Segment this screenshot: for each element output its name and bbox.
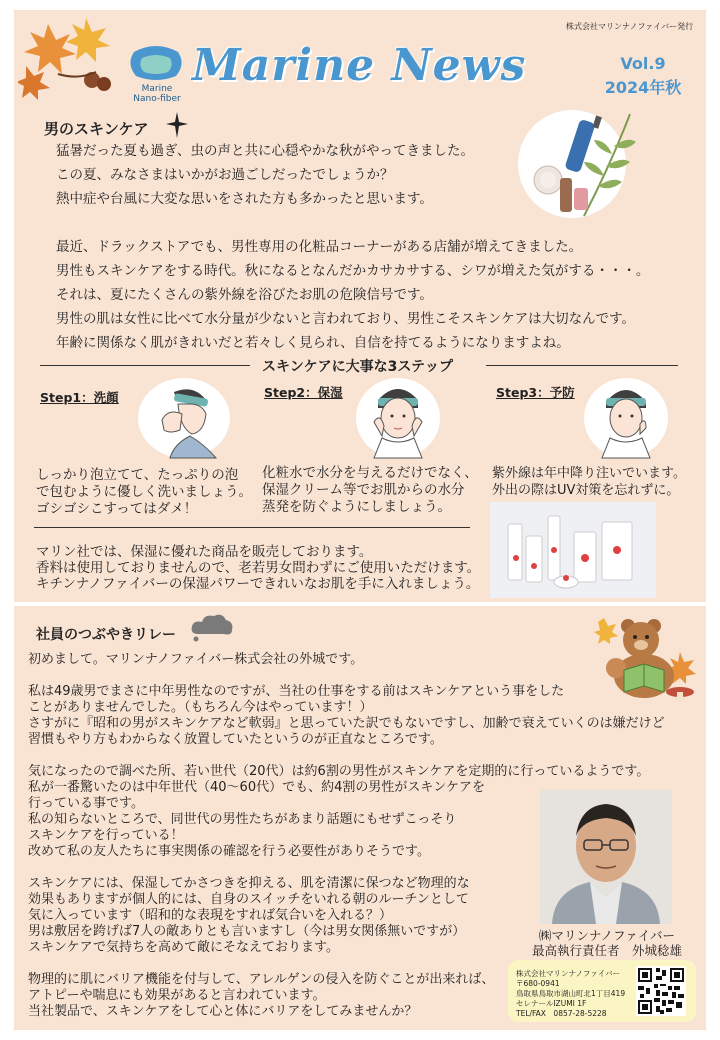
issue-season: 2024年秋 [604, 78, 682, 97]
step2-text [262, 465, 478, 516]
body-line: 男性もスキンケアをする時代。秋になるとなんだかカサカサする、シワが増えた気がする・・・。 [56, 263, 650, 279]
body-paragraph [56, 239, 649, 351]
body-line: それは、夏にたくさんの紫外線を浴びたお肌の危険信号です。 [56, 287, 433, 303]
publisher: 株式会社マリンナノファイバー発行 [566, 22, 694, 31]
divider [486, 365, 678, 366]
step-text-line: ゴシゴシこすってはダメ！ [36, 501, 198, 517]
logo-line2: Nano-fiber [133, 94, 181, 104]
step1-label: Step1：洗顔 [40, 390, 119, 405]
essay-line: 私の知らないところで、同世代の男性たちがあまり話題にもせずこっそり [28, 812, 457, 827]
face-wash-icon [134, 374, 234, 460]
sparkle-icon [166, 112, 188, 138]
step1-text [36, 467, 252, 518]
essay-line: 気になったので調べた所、若い世代（20代）は約6割の男性がスキンケアを定期的に行っているようです。 [28, 764, 650, 779]
step3-label: Step3：予防 [496, 385, 575, 400]
step-text-line: で包むように優しく洗いましょう。 [36, 484, 252, 500]
step-text-line: 保湿クリーム等でお肌からの水分 [262, 482, 465, 498]
logo-drop-icon [128, 44, 184, 82]
intro-line: 熱中症や台風に大変な思いをされた方も多かったと思います。 [56, 191, 433, 207]
body-line: 男性の肌は女性に比べて水分量が少ないと言われており、男性こそスキンケアは大切なんです。 [56, 311, 636, 327]
divider [34, 527, 470, 528]
logo-line1: Marine [141, 84, 173, 94]
contact-line: TEL/FAX 0857-28-5228 [516, 1009, 607, 1018]
essay-line: スキンケアで気持ちを高めて敵にそなえております。 [28, 940, 339, 955]
essay-line: 私は49歳男でまさに中年男性なのですが、当社の仕事をする前はスキンケアという事をした [28, 684, 565, 699]
essay-line [28, 956, 494, 972]
contact-line: 〒680-0941 [516, 979, 560, 988]
staff-essay-top [28, 652, 665, 780]
essay-line: 私が一番驚いたのは中年世代（40～60代）でも、約4割の男性がスキンケアを [28, 780, 485, 795]
contact-line: 鳥取県鳥取市湖山町北1丁目419 [516, 989, 626, 998]
section-title-skincare: 男のスキンケア [44, 120, 149, 138]
cosmetics-icon [514, 106, 638, 222]
issue-badge [598, 54, 688, 98]
step-text-line: 外出の際はUV対策を忘れずに。 [492, 483, 680, 498]
essay-line: 気に入っています（昭和的な表現をすれば気合いを入れる？） [28, 908, 393, 923]
essay-line [28, 668, 665, 684]
step-text-line: しっかり泡立てて、たっぷりの泡 [36, 467, 239, 483]
logo-text [126, 84, 188, 104]
essay-line: 効果もありますが個人的には、自身のスイッチをいれる朝のルーチンとして [28, 892, 469, 907]
step2-label: Step2：保湿 [264, 385, 343, 400]
intro-line: 猛暑だった夏も過ぎ、虫の声と共に心穏やかな秋がやってきました。 [56, 143, 474, 159]
step3-text [492, 465, 686, 499]
autumn-leaves-icon [18, 14, 122, 106]
steps-heading: スキンケアに大事な3ステップ [262, 359, 454, 375]
promo-line: キチンナノファイバーの保湿パワーできれいなお肌を手に入れましょう。 [36, 576, 480, 592]
essay-line: 物理的に肌にバリア機能を付与して、アレルゲンの侵入を防ぐことが出来れば、 [28, 972, 495, 987]
cloud-icon [190, 612, 234, 642]
contact-line: 株式会社マリンナノファイバー [516, 969, 621, 978]
essay-line: 改めて私の友人たちに事実関係の確認を行う必要性がありそうです。 [28, 844, 430, 859]
staff-company: ㈱マリンナノファイバー [538, 928, 676, 943]
step-text-line: 紫外線は年中降り注いでいます。 [492, 466, 686, 481]
essay-line: 習慣もやり方もわからなく放置していたというのが正直なところです。 [28, 732, 443, 747]
step-text-line: 化粧水で水分を与えるだけでなく、 [262, 465, 478, 481]
essay-line [28, 748, 665, 764]
section-title-staff-relay: 社員のつぶやきリレー [36, 627, 176, 643]
uv-protect-icon [580, 374, 672, 460]
essay-line: 行っている事です。 [28, 796, 144, 811]
intro-line: この夏、みなさまはいかがお過ごしだったでしょうか？ [56, 167, 394, 183]
essay-line: スキンケアには、保湿してかさつきを抑える、肌を清潔に保つなど物理的な [28, 876, 470, 891]
product-photo [490, 502, 656, 598]
promo-line: 香料は使用しておりませんので、老若男女問わずにご使用いただけます。 [36, 560, 481, 576]
divider [40, 365, 250, 366]
intro-paragraph [56, 143, 474, 207]
page-title: Marine News [192, 40, 527, 91]
essay-line: スキンケアを行っている！ [28, 828, 184, 843]
body-line: 最近、ドラックストアでも、男性専用の化粧品コーナーがある店舗が増えてきました。 [56, 239, 583, 255]
promo-line: マリン社では、保湿に優れた商品を販売しております。 [36, 544, 373, 560]
essay-line: ことがありませんでした。（もちろん今はやっています！） [28, 700, 373, 715]
contact-info [516, 969, 625, 1019]
essay-line: さすがに『昭和の男がスキンケアなど軟弱』と思っていた訳でもないですし、加齢で衰えていくのは嫌だけど [28, 716, 665, 731]
staff-role: 最高執行責任者 外城稔雄 [531, 943, 682, 958]
qr-code-icon [636, 966, 686, 1016]
staff-photo [540, 790, 672, 924]
essay-line [28, 860, 494, 876]
issue-vol: Vol.9 [620, 54, 666, 73]
step-text-line: 蒸発を防ぐようにしましょう。 [262, 499, 451, 515]
promo-text [36, 544, 480, 592]
contact-line: セレナールIZUMI 1F [516, 999, 587, 1008]
essay-line: 当社製品で、スキンケアをして心と体にバリアをしてみませんか？ [28, 1004, 418, 1019]
body-line: 年齢に関係なく肌がきれいだと若々しく見られ、自信を持てるようになりますよね。 [56, 335, 570, 351]
essay-line: 男は敷居を跨げば7人の敵ありとも言いますし（今は男女関係無いですが） [28, 924, 466, 939]
essay-line: アトピーや喘息にも効果があると言われています。 [28, 988, 326, 1003]
essay-line: 初めまして。マリンナノファイバー株式会社の外城です。 [28, 652, 364, 667]
staff-caption [522, 928, 692, 958]
moisturize-icon [352, 374, 444, 460]
staff-essay-bottom [28, 780, 494, 1020]
